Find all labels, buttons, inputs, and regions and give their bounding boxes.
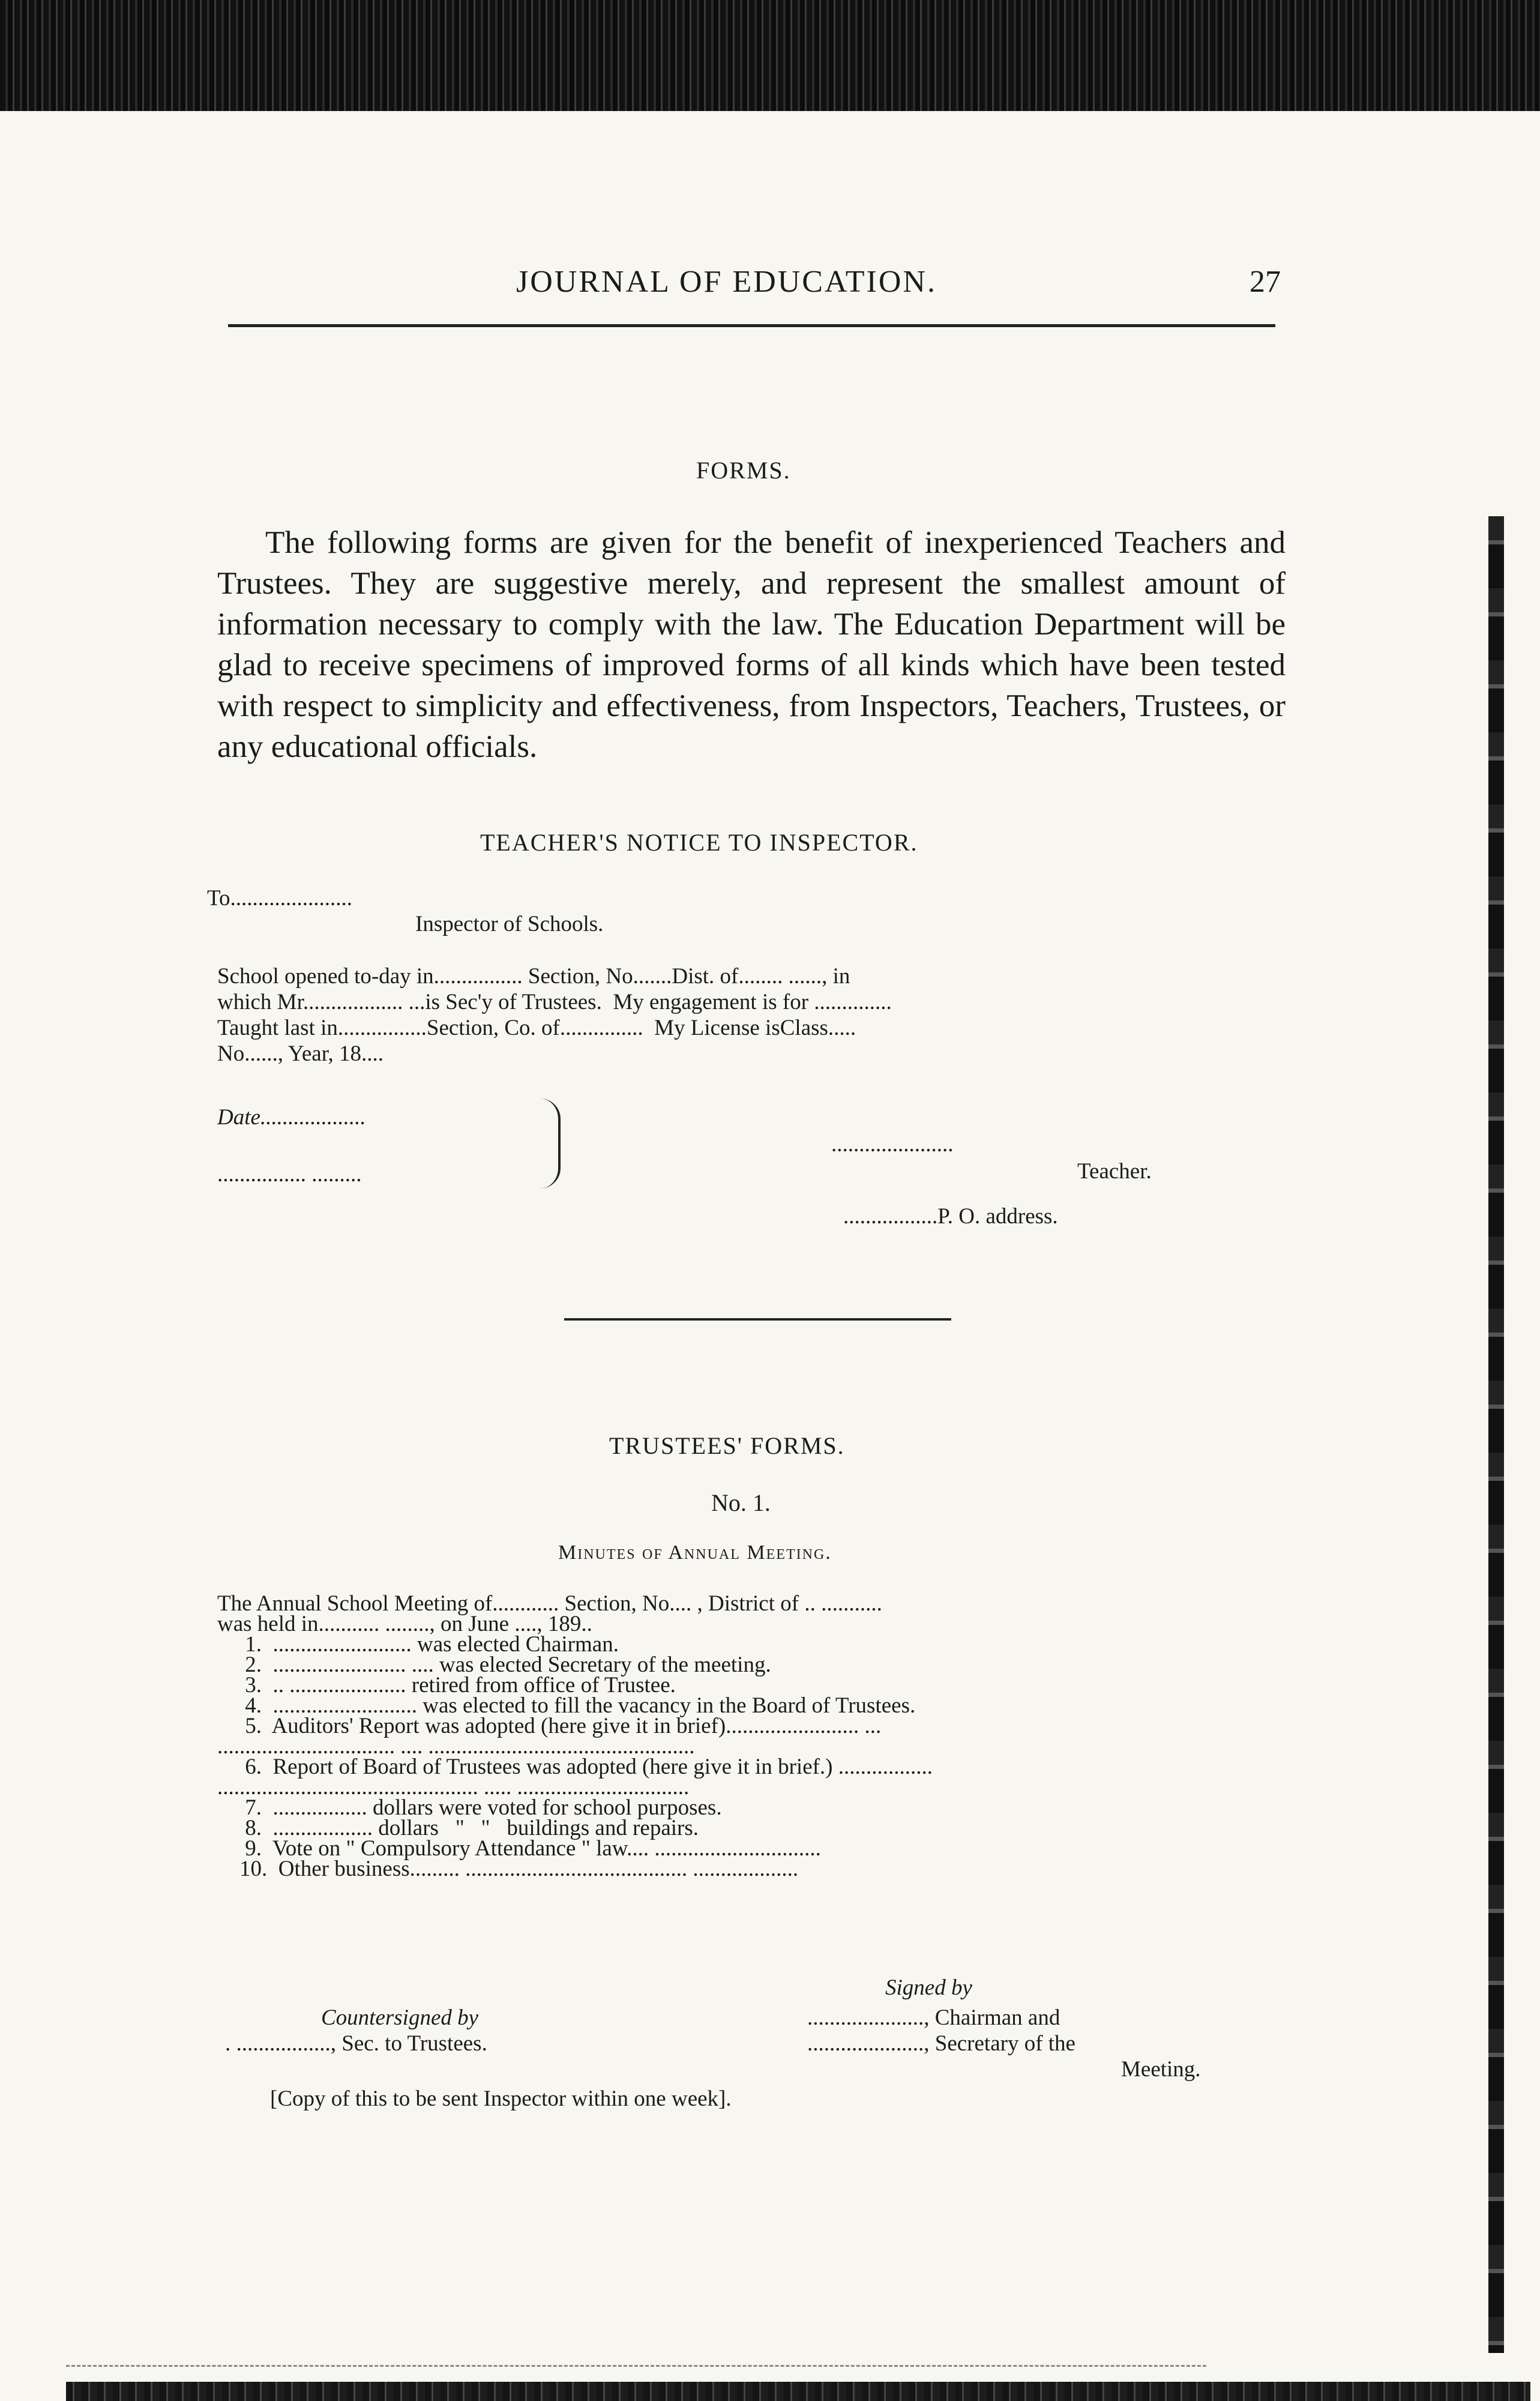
teacher-signature-dots: ...................... <box>831 1132 954 1157</box>
form-number: No. 1. <box>711 1489 771 1516</box>
teacher-notice-body: School opened to-day in................ Section, No.......Dist. of........ ......, in which Mr.................. ...is Sec'y of Trustees. My engagement is for .............. Taught last in................Section, Co. of............... My License isClass..... No......, Year, 18.... <box>217 964 892 1066</box>
scan-right-edge <box>1488 516 1504 2353</box>
header-rule <box>228 324 1275 327</box>
date-dots-line: ................ ......... <box>217 1162 362 1187</box>
inspector-label: Inspector of Schools. <box>415 912 604 936</box>
section-title-forms: FORMS. <box>696 457 791 484</box>
meeting-label: Meeting. <box>1121 2057 1201 2082</box>
section-divider <box>564 1318 951 1321</box>
page-number: 27 <box>1250 265 1281 299</box>
copy-note: [Copy of this to be sent Inspector within one week]. <box>270 2086 732 2111</box>
secretary-line: ....................., Secretary of the <box>807 2031 1075 2056</box>
footer-dash-rule <box>66 2365 1206 2367</box>
running-head: JOURNAL OF EDUCATION. <box>516 265 937 299</box>
teacher-notice-title: TEACHER'S NOTICE TO INSPECTOR. <box>480 829 918 856</box>
trustees-forms-title: TRUSTEES' FORMS. <box>609 1432 845 1459</box>
to-line: To...................... <box>207 886 353 911</box>
minutes-body: The Annual School Meeting of............ Section, No.... , District of .. ........... was held in........... ........, on June ...., 189.. 1. ......................... was elected Chairman. 2. ........................ .... was elected Secretary of the meeting. 3. .. ..................... retired from office of Trustee. 4. .......................... was elected to fill the vacancy in the Board of Trustees. 5. Auditors' Report was adopted (here give it in brief)........................ ... ................................ .... ................................................ 6. Report of Board of Trustees was adopted (here give it in brief.) ................. ............................................... ..... ............................... 7. ................. dollars were voted for school purposes. 8. .................. dollars " " buildings and repairs. 9. Vote on " Compulsory Attendance " law.... .............................. 10. Other business......... ........................................ ................... <box>217 1591 933 1881</box>
signed-by-label: Signed by <box>885 1975 972 2000</box>
po-address-line: .................P. O. address. <box>843 1204 1058 1229</box>
teacher-label: Teacher. <box>1077 1159 1152 1184</box>
chairman-line: ....................., Chairman and <box>807 2005 1060 2030</box>
scan-bottom-border <box>66 2382 1530 2401</box>
right-brace <box>540 1098 561 1188</box>
scan-top-border <box>0 0 1540 111</box>
intro-paragraph: The following forms are given for the benefit of inexperienced Teachers and Trustees. They are suggestive merely, and represent the smallest amount of information necessary to comply with the law. The Education Department will be glad to receive specimens of improved forms of all kinds which have been tested with respect to simplicity and effectiveness, from Inspectors, Teachers, Trustees, or any educational officials. <box>217 525 1286 764</box>
date-line: Date................... <box>217 1105 366 1130</box>
sec-trustees-line: . ................., Sec. to Trustees. <box>225 2031 487 2056</box>
countersigned-label: Countersigned by <box>321 2005 479 2030</box>
form-name: Minutes of Annual Meeting. <box>558 1541 832 1564</box>
